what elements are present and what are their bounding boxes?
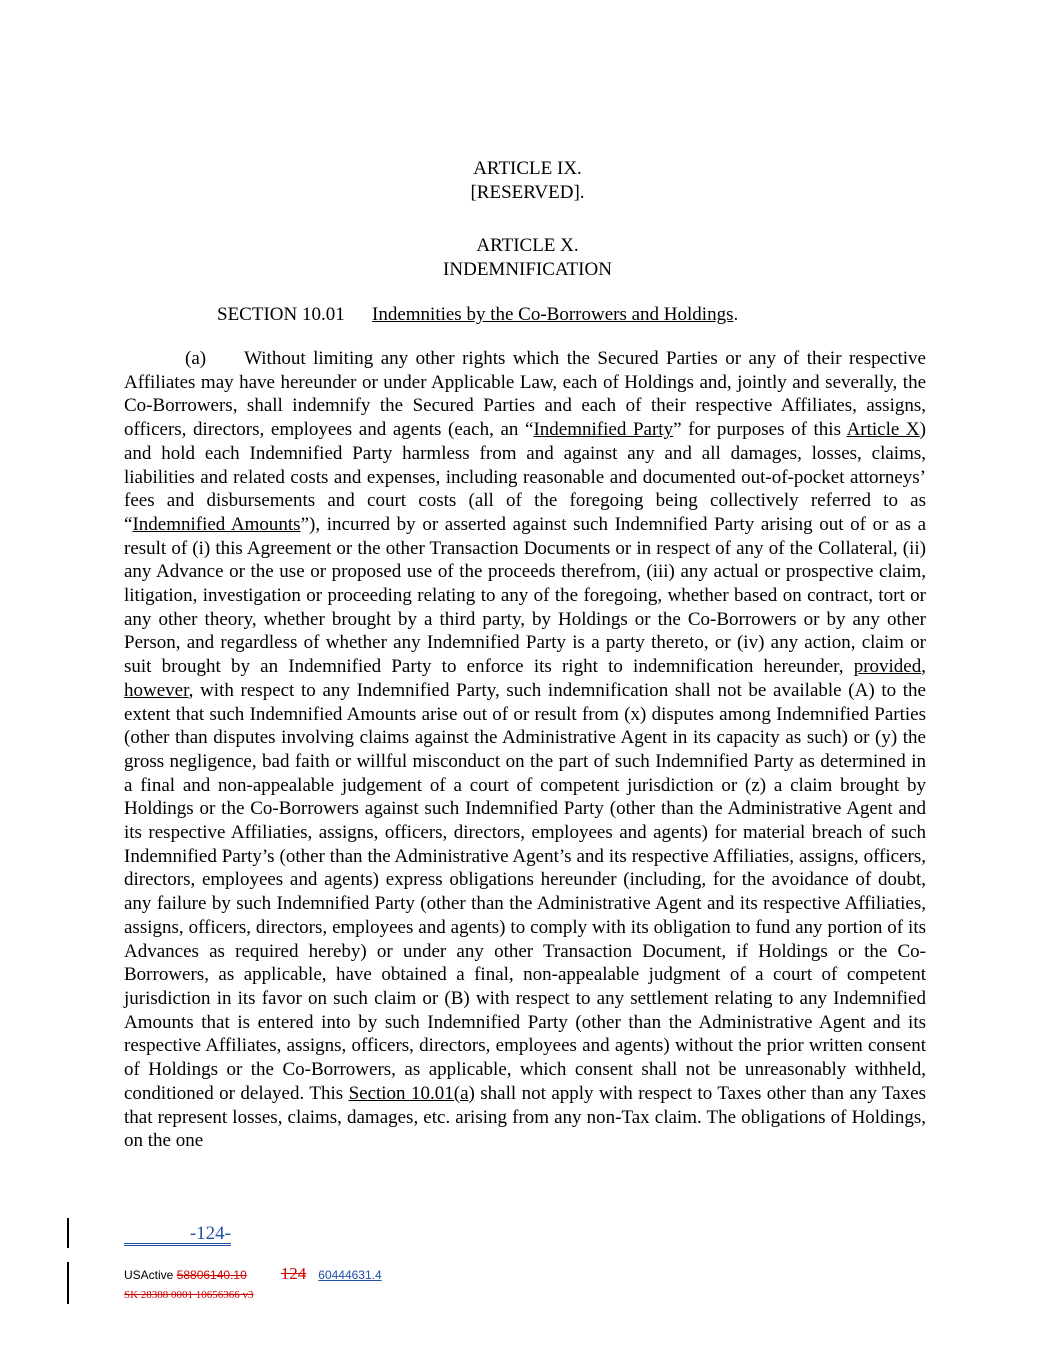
defined-term-indemnified-amounts: Indemnified Amounts — [132, 513, 301, 535]
section-heading — [217, 303, 738, 327]
section-title: Indemnities by the Co-Borrowers and Holdings — [372, 304, 734, 325]
article-ix-title: ARTICLE IX. — [473, 158, 582, 179]
article-ix-subtitle: [RESERVED]. — [470, 182, 585, 203]
change-bar — [67, 1262, 69, 1304]
defined-term-indemnified-party: Indemnified Party — [533, 419, 674, 441]
paragraph-text: ” for purposes of this — [673, 419, 847, 441]
article-x-heading — [0, 234, 1055, 282]
article-ix-heading — [0, 157, 1055, 205]
paragraph-label: (a) — [185, 348, 207, 369]
paragraph-text: , with respect to any Indemnified Party, such indemnification shall not be available (A) to the extent that such Indemnified Amounts arise out of or result from (x) disputes among Indemnified Parties (other than disputes involving claims against the Administrative Agent in its capacity as such) or (y) the gross negligence, bad faith or willful misconduct on the part of such Indemnified Party as determined in a final and non-appealable judgement of a court of competent jurisdiction or (z) a claim brought by Holdings or the Co-Borrowers against such Indemnified Party (other than the Administrative Agent and its respective Affiliaties, assigns, officers, directors, employees and agents) for material breach of such Indemnified Party’s (other than the Administrative Agent’s and its respective Affiliaties, assigns, officers, directors, employees and agents) express obligations hereunder (including, for the avoidance of doubt, any failure by such Indemnified Party (other than the Administrative Agent and its respective Affiliaties, assigns, officers, directors, employees and agents) to comply with its obligation to fund any portion of its Advances as required hereby) or under any other Transaction Document, if Holdings or the Co-Borrowers, as applicable, have obtained a final, non-appealable judgment of a court of competent jurisdiction in its favor on such claim or (B) with respect to any settlement relating to any Indemnified Amounts that is entered into by such Indemnified Party (other than the Administrative Agent and its respective Affiliates, assigns, officers, directors, employees and agents) without the prior written consent of Holdings or the Co-Borrowers, as applicable, which consent shall not be unreasonably withheld, conditioned or delayed. This — [124, 679, 926, 1104]
footer-prefix: USActive — [124, 1268, 177, 1282]
paragraph-text: ) and hold each Indemnified Party harmless from and against any and all damages, losses, claims, liabilities and related costs and expenses, including reasonable and documented out-of-pocket attorneys’ fees and disbursements and court costs (all of the foregoing being collectively referred to as “ — [124, 419, 926, 535]
cross-ref-section-10-01a: Section 10.01(a) — [348, 1082, 475, 1104]
paragraph-text: , — [921, 656, 926, 678]
paragraph-text: Without limiting any other rights which the Secured Parties or any of their respective Affiliates may have hereunder or under Applicable Law, each of Holdings and, jointly and severally, the Co-Borrowers, shall indemnify the Secured Parties and each of their respective Affiliates, assigns, officers, directors, employees and agents (each, an “ — [124, 348, 926, 441]
term-provided: provided — [853, 656, 922, 678]
section-period: . — [733, 304, 739, 325]
paragraph-a — [124, 347, 926, 1153]
term-however: however — [124, 679, 189, 701]
footer-sk-ref: SK 28388 0001 10656366 v3 — [124, 1289, 254, 1301]
cross-ref-article-x: Article X — [846, 419, 920, 441]
footer-old-page: 124 — [280, 1264, 307, 1283]
footer-doc-id — [124, 1266, 382, 1283]
paragraph-text: ”), incurred by or asserted against such Indemnified Party arising out of or as a result of (i) this Agreement or the other Transaction Documents or in respect of any of the Collateral, (ii) any Advance or the use or proposed use of the proceeds therefrom, (iii) any actual or prospective claim, litigation, investigation or proceeding relating to any of the foregoing, whether based on contract, tort or any other theory, whether brought by a third party, by Holdings or the Co-Borrowers or by any other Person, and regardless of whether any Indemnified Party is a party thereto, or (iv) any action, claim or suit brought by an Indemnified Party to enforce its right to indemnification hereunder, — [124, 513, 927, 678]
article-x-subtitle: INDEMNIFICATION — [443, 259, 612, 280]
section-number: SECTION 10.01 — [217, 304, 345, 325]
article-x-title: ARTICLE X. — [476, 235, 579, 256]
page-number: -124- — [124, 1222, 231, 1246]
change-bar — [67, 1218, 69, 1248]
footer-new-doc-id: 60444631.4 — [318, 1268, 382, 1282]
footer-old-doc-id: 58806140.10 — [176, 1268, 247, 1282]
paragraph-text: shall not apply with respect to Taxes other than any Taxes that represent losses, claims, damages, etc. arising from any non-Tax claim. The obligations of Holdings, on the one — [124, 1082, 927, 1152]
